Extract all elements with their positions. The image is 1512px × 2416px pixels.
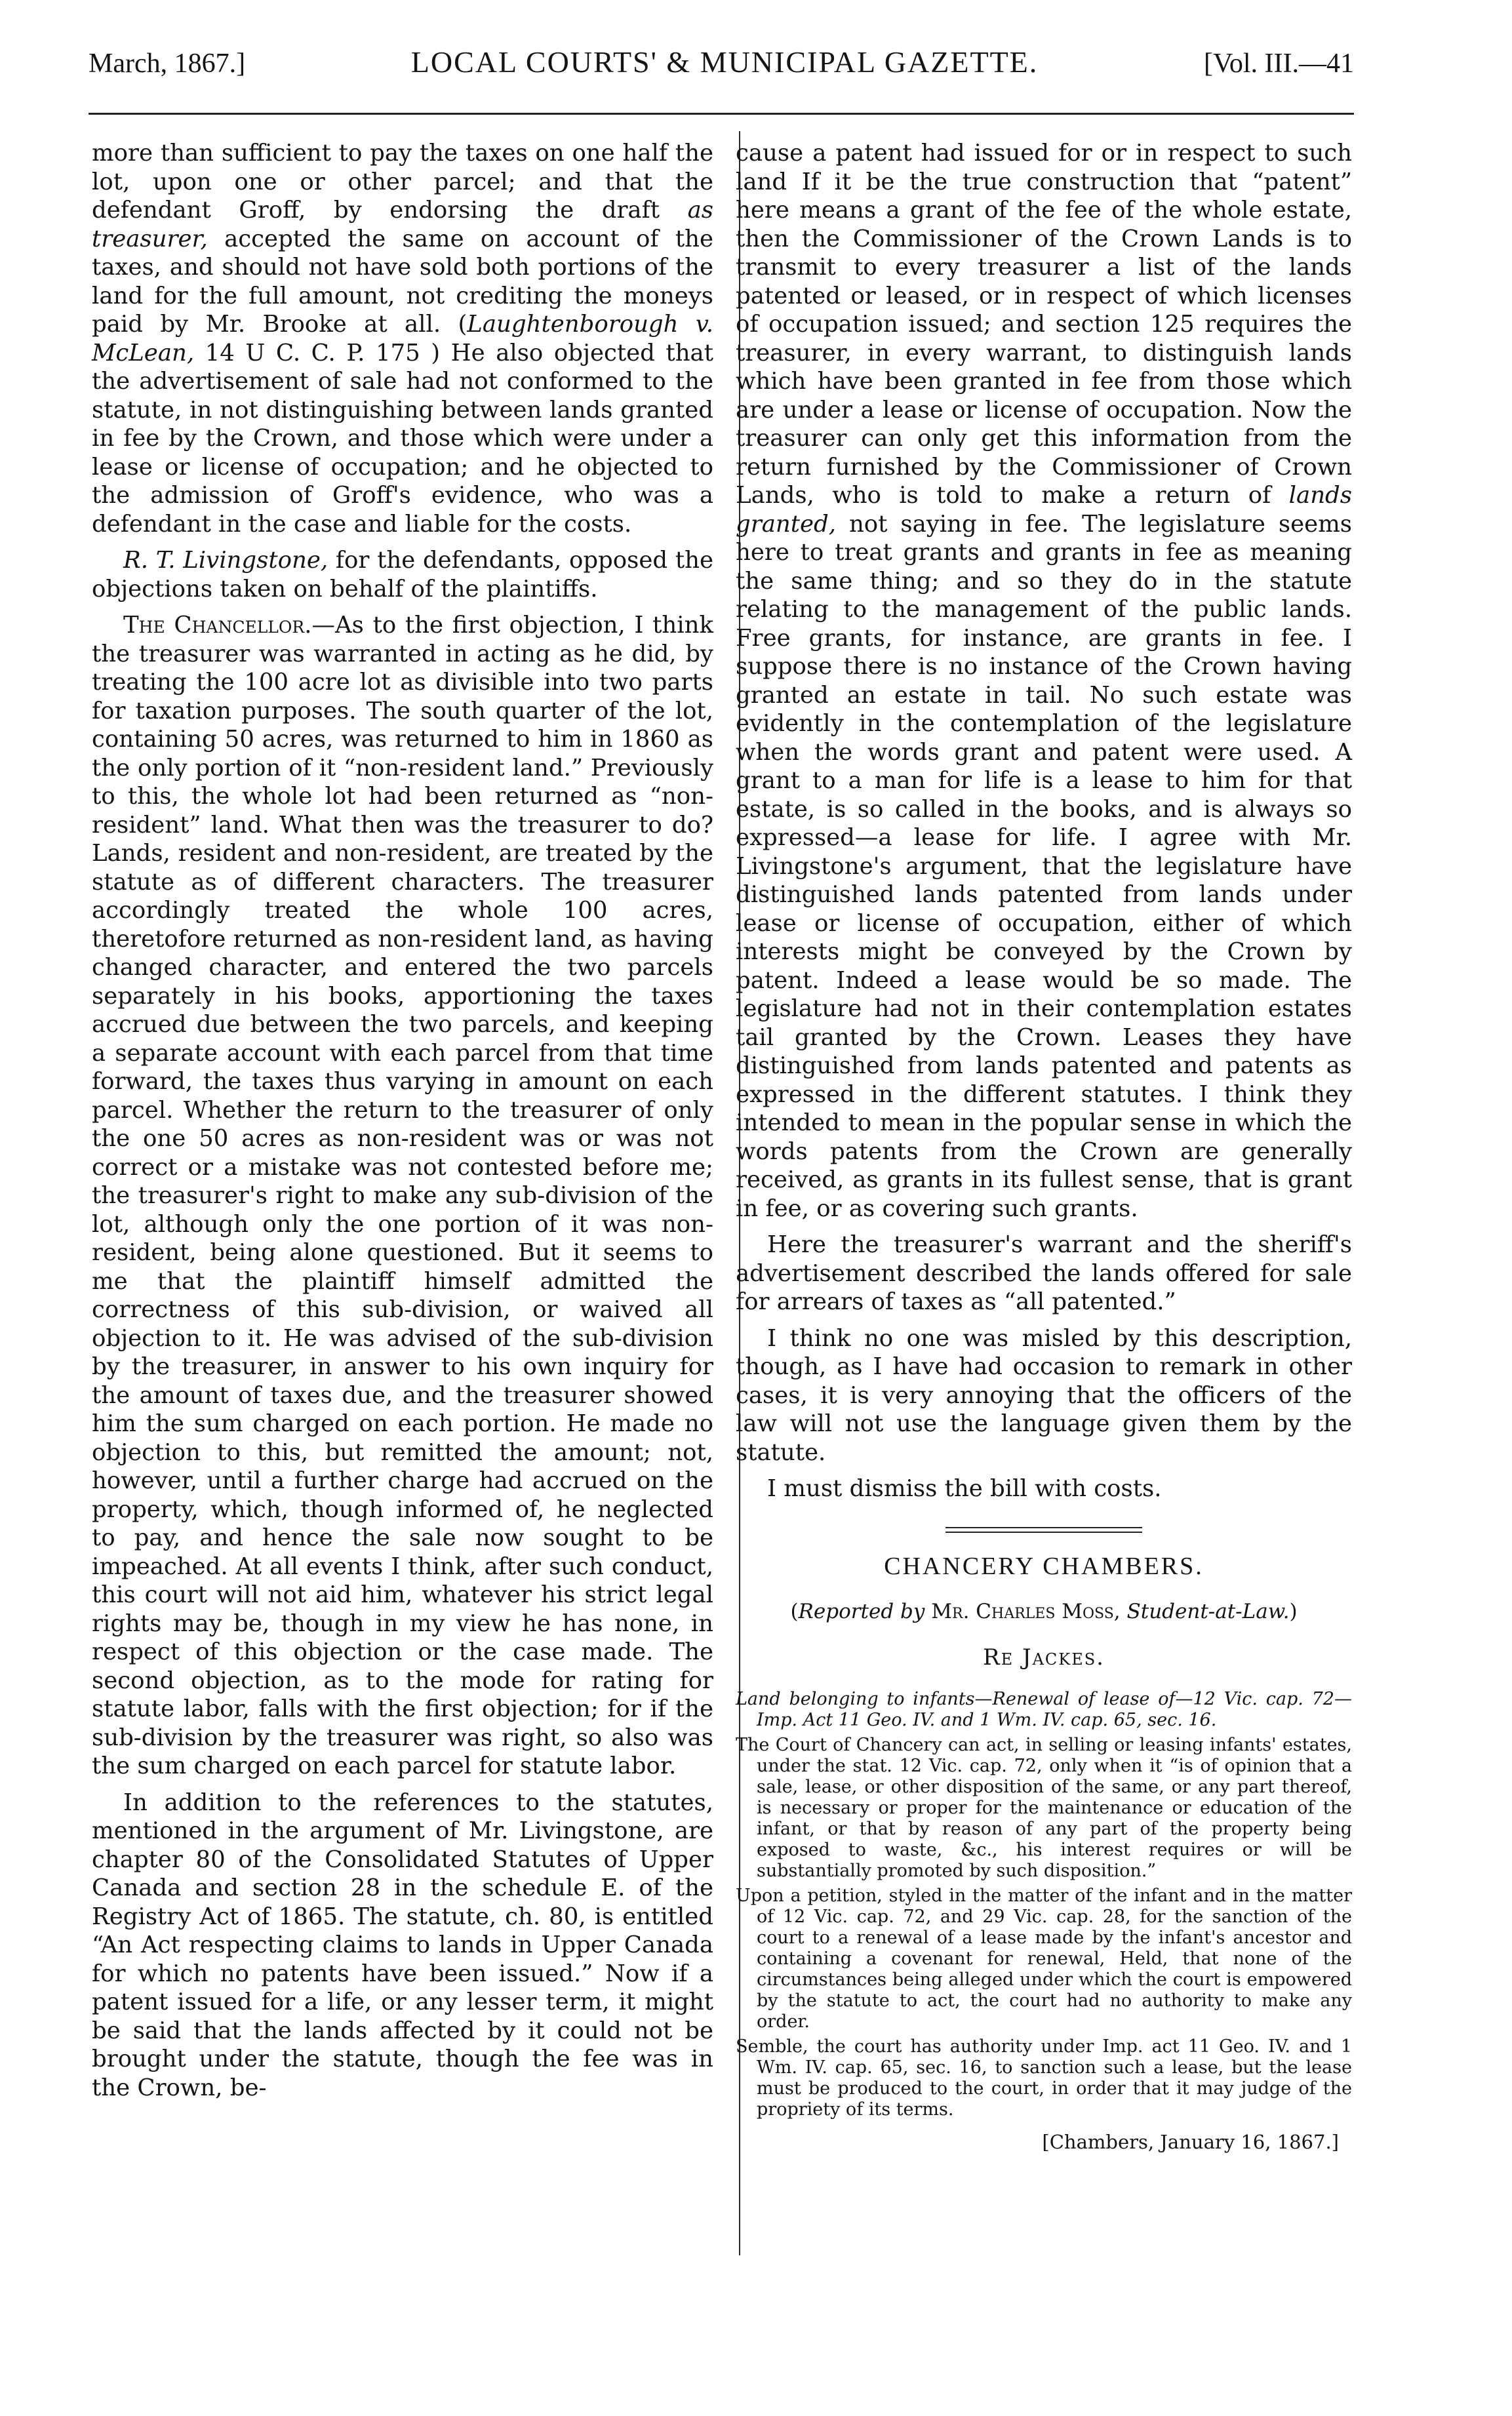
case-name: Re Jackes. (983, 1644, 1105, 1671)
left-paragraph-4: In addition to the references to the statutes, mentioned in the argument of Mr. Livingstone, are chapter 80 of the Consolidated Statutes of Upper Canada and section 28 in the schedule E. of the Registry Act of 1865. The statute, ch. 80, is entitled “An Act respecting claims to lands in Upper Canada for which no patents have been issued.” Now if a patent issued for a life, or any lesser term, it might be said that the lands affected by it could not be brought under the statute, though the fee was in the Crown, be- (92, 1789, 713, 2101)
headnote-4: Semble, the court has authority under Imp. act 11 Geo. IV. and 1 Wm. IV. cap. 65, sec. 16, to sanction such a lease, but the lease must be produced to the court, in order that it may judge of the propriety of its terms. (736, 2036, 1352, 2120)
section-title: CHANCERY CHAMBERS. (884, 1552, 1204, 1580)
page-header (89, 45, 1354, 97)
left-paragraph-2: R. T. Livingstone, for the defendants, opposed the objections taken on behalf of the plaintiffs. (92, 547, 713, 603)
left-paragraph-3: The Chancellor.—As to the first objection, I think the treasurer was warranted in acting as he did, by treating the 100 acre lot as divisible into two parts for taxation purposes. The south quarter of the lot, containing 50 acres, was returned to him in 1860 as the only portion of it “non-resident land.” Previously to this, the whole lot had been returned as “non-resident” land. What then was the treasurer to do? Lands, resident and non-resident, are treated by the statute as of different characters. The treasurer accordingly treated the whole 100 acres, theretofore returned as non-resident land, as having changed character, and entered the two parcels separately in his books, apportioning the taxes accrued due between the two parcels, and keeping a separate account with each parcel from that time forward, the taxes thus varying in amount on each parcel. Whether the return to the treasurer of only the one 50 acres as non-resident was or was not correct or a mistake was not contested before me; the treasurer's right to make any sub-division of the lot, although only the one portion of it was non-resident, being alone questioned. But it seems to me that the plaintiff himself admitted the correctness of this sub-division, or waived all objection to it. He was advised of the sub-division by the treasurer, in answer to his own inquiry for the amount of taxes due, and the treasurer showed him the sum charged on each portion. He made no objection to this, but remitted the amount; not, however, until a further charge had accrued on the property, which, though informed of, he neglected to pay, and hence the sale now sought to be impeached. At all events I think, after such conduct, this court will not aid him, whatever his strict legal rights may be, though in my view he has none, in respect of this objection or the case made. The second objection, as to the mode for rating for statute labor, falls with the first objection; for if the sub-division by the treasurer was right, so also was the sum charged on each parcel for statute labor. (92, 612, 713, 1779)
headnote-3: Upon a petition, styled in the matter of the infant and in the matter of 12 Vic. cap. 72, and 29 Vic. cap. 28, for the sanction of the court to a renewal of a lease made by the infant's ancestor and containing a covenant for renewal, Held, that none of the circumstances being alleged under which the court is empowered by the statute to act, the court had no authority to make any order. (736, 1886, 1352, 2032)
chambers-dateline: [Chambers, January 16, 1867.] (1042, 2131, 1339, 2153)
left-column (92, 139, 713, 2102)
right-paragraph-2: Here the treasurer's warrant and the sheriff's advertisement described the lands offered for sale for arrears of taxes as “all patented.” (736, 1231, 1352, 1315)
reporter-line: (Reported by Mr. Charles Moss, Student-at-Law.) (790, 1600, 1298, 1623)
right-paragraph-1: cause a patent had issued for or in respect to such land If it be the true construction that “patent” here means a grant of the fee of the whole estate, then the Commissioner of the Crown Lands is to transmit to every treasurer a list of the lands patented or leased, or in respect of which licenses of occupation issued; and section 125 requires the treasurer, in every warrant, to distinguish lands which have been granted in fee from those which are under a lease or license of occupation. Now the treasurer can only get this information from the return furnished by the Commissioner of Crown Lands, who is told to make a return of lands granted, not saying in fee. The legislature seems here to treat grants and grants in fee as meaning the same thing; and so they do in the statute relating to the management of the public lands. Free grants, for instance, are grants in fee. I suppose there is no instance of the Crown having granted an estate in tail. No such estate was evidently in the contemplation of the legislature when the words grant and patent were used. A grant to a man for life is a lease to him for that estate, is so called in the books, and is always so expressed—a lease for life. I agree with Mr. Livingstone's argument, that the legislature have distinguished lands patented from lands under lease or license of occupation, either of which interests might be conveyed by the Crown by patent. Indeed a lease would be so made. The legislature had not in their contemplation estates tail granted by the Crown. Leases they have distinguished from lands patented and patents as expressed in the different statutes. I think they intended to mean in the popular sense in which the words patents from the Crown are generally received, as grants in its fullest sense, that is grant in fee, or as covering such grants. (736, 140, 1352, 1222)
headnote-2: The Court of Chancery can act, in selling or leasing infants' estates, under the stat. 12 Vic. cap. 72, only when it “is of opinion that a sale, lease, or other disposition of the same, or any part thereof, is necessary or proper for the maintenance or education of the infant, or that by reason of any part of the property being exposed to waste, &c., his interest requires or will be substantially promoted by such disposition.” (736, 1735, 1352, 1881)
headnotes (736, 1689, 1352, 2120)
header-volume: [Vol. III.—41 (1203, 49, 1354, 79)
left-paragraph-1: more than sufficient to pay the taxes on one half the lot, upon one or other parcel; and that the defendant Groff, by endorsing the draft as treasurer, accepted the same on account of the taxes, and should not have sold both portions of the land for the full amount, not crediting the moneys paid by Mr. Brooke at all. (Laughtenborough v. McLean, 14 U C. C. P. 175 ) He also objected that the advertisement of sale had not conformed to the statute, in not distinguishing between lands granted in fee by the Crown, and those which were under a lease or license of occupation; and he objected to the admission of Groff's evidence, who was a defendant in the case and liable for the costs. (92, 140, 713, 538)
header-title: LOCAL COURTS' & MUNICIPAL GAZETTE. (410, 45, 1039, 79)
headnote-1: Land belonging to infants—Renewal of lease of—12 Vic. cap. 72—Imp. Act 11 Geo. IV. and 1 Wm. IV. cap. 65, sec. 16. (736, 1689, 1352, 1730)
right-paragraph-4: I must dismiss the bill with costs. (767, 1475, 1162, 1502)
right-column (736, 139, 1352, 2157)
section-divider (945, 1527, 1142, 1533)
header-date: March, 1867.] (89, 49, 246, 79)
header-rule (89, 113, 1354, 115)
right-paragraph-3: I think no one was misled by this description, though, as I have had occasion to remark in other cases, it is very annoying that the officers of the law will not use the language given them by the statute. (736, 1324, 1352, 1466)
